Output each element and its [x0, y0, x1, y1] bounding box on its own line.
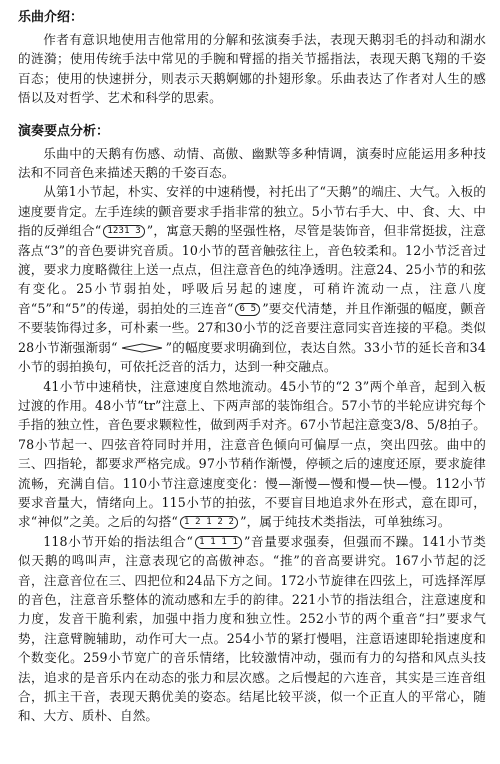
analysis-text-4b: ”音量要求强奏，但强而不躁。141小节类似天鹅的鸣叫声，注意表现它的高傲神态。“推”的音高要讲究。167小节起的泛音，注意音位在三、四把位和24品下方之间。172小节旋律在四弦上，可选择浑厚的音色，注意音乐整体的流动感和左手的韵律。221小节的指法组合，注意速度和力度，发音干脆利索，加强中指力度和独立性。252小节的两个重音“扫”要求气势，注意臂腕辅助，动作可大一点。254小节的紧打慢唱，注意语速即轮指速度和个数变化。259小节宽广的音乐情绪，比较激情冲动，强而有力的勾搭和风点头技法，追求的是音乐内在动态的张力和层次感。之后慢起的六连音，其实是三连音组合，抓主干音，表现天鹅优美的姿态。结尾比较平淡，似一个正直人的平常心，随和、大方、质朴、自然。 [18, 533, 486, 724]
analysis-paragraph-3 [18, 377, 486, 532]
analysis-text-4a: 118小节开始的指法组合“ [43, 533, 194, 549]
analysis-text-2a: 从第1小节起，朴实、安祥的中速稍慢，衬托出了“天鹅”的端庄、大气。入板的速度要肯定。左手连续的颤音要求手指非常的独立。5小节右手大、中、食、大、中指的反弹组合“ [18, 184, 486, 239]
analysis-text-3b: ”，属于纯技术类指法，可单独练习。 [240, 514, 451, 530]
gouda-notation: 1 2 1 2 2 [180, 516, 238, 529]
section-title-analysis: 演奏要点分析： [18, 123, 110, 139]
analysis-text-2c: ”要交代清楚，并且作渐强的幅度，颤音不要装饰得过多，可朴素一些。27和30小节的泛音要注意同实音连接的平稳。类似28小节渐强渐弱“ [18, 300, 487, 355]
analysis-text-3a: 41小节中速稍快，注意速度自然地流动。45小节的“2 3”两个单音，起到入板过渡的作用。48小节“tr”注意上、下两声部的装饰组合。57小节的半轮应讲究每个手指的独立性，音色要求颗粒性，做到两手对齐。67小节起注意变3/8、5/8拍子。78小节起一、四弦音符同时并用，注意音色倾向可偏厚一点，突出四弦。曲中的三、四指轮，都要求严格完成。97小节稍作渐慢，停顿之后的速度还原，要求旋律流畅，充满自信。110小节注意速度变化：慢—渐慢—慢和慢—快—慢。112小节要求音量大，情绪向上。115小节的拍弦，不要盲目地追求外在形式，意在即可，求“神似”之美。之后的勾搭“ [18, 378, 486, 530]
section-title-intro: 乐曲介绍： [18, 10, 84, 25]
triplet-notation: 6 5 [235, 303, 260, 316]
crescendo-decrescendo-hairpin [120, 343, 164, 353]
analysis-paragraph-2 [18, 182, 486, 376]
fantan-notation: 1231 3 [103, 225, 144, 238]
analysis-text-2d: ”的幅度要求明确到位，表达自然。33小节的延长音和34小节的弱拍换句，可依托泛音的活力，达到一种交融点。 [18, 339, 486, 375]
intro-paragraph: 作者有意识地使用吉他常用的分解和弦演奏手法，表现天鹅羽毛的抖动和湖水的涟漪；使用传统手法中常见的手腕和臂摇的指关节摇指法，表现天鹅飞翔的千姿百态；使用的快速拼分，则表示天鹅婀娜的扑翅形象。乐曲表达了作者对人生的感悟以及对哲学、艺术和科学的思索。 [18, 32, 486, 106]
fingering-notation: 1 1 1 1 [195, 536, 242, 549]
analysis-paragraph-1: 乐曲中的天鹅有伤感、动情、高傲、幽默等多种情调，演奏时应能运用多种技法和不同音色来描述天鹅的千姿百态。 [18, 145, 486, 181]
analysis-paragraph-4 [18, 532, 486, 726]
analysis-text-2b: ”，寓意天鹅的坚强性格，尽管是装饰音，但非常挺拔，注意落点“3”的音色要讲究音质。10小节的琶音触弦往上，音色较柔和。12小节泛音过渡，要求力度略微往上送一点点，但注意音色的纯净透明。注意24、25小节的和弦有变化。25小节弱拍处，呼吸后另起的速度，可稍许流动一点，注意八度音“5”和“5”的传递，弱拍处的三连音“ [18, 223, 486, 316]
